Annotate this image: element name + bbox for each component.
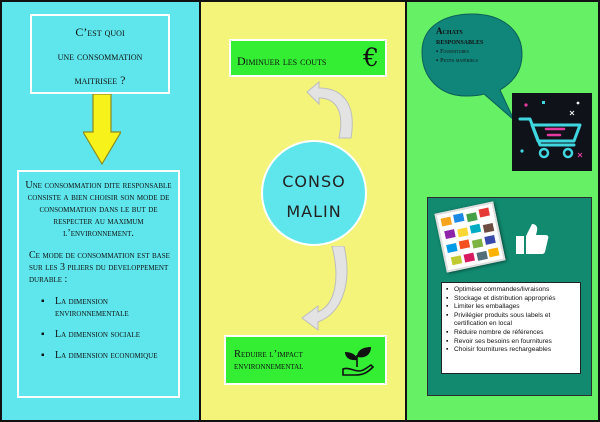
curved-arrow-icon [298,246,360,338]
purchasing-actions-box [441,282,581,374]
conso-malin-circle [261,140,367,246]
list-item: ▪ Optimiser commandes/livraisons [446,286,576,295]
list-item: ▪ Limiter les emballages [446,303,576,312]
list-item: ▪ La dimension environnementale [41,296,129,319]
thumbs-up-icon [514,222,550,256]
question-box [30,14,170,94]
environment-box [224,335,387,385]
euro-icon: € [363,43,379,72]
definition-text: Une consommation dite responsable consiste a bien choisir son mode de consommation dans le but de respecter au maximum l’environnement. [25,180,172,239]
pillars-intro: Ce mode de consommation est base sur les 3 piliers du developpement durable : [29,250,170,285]
curved-arrow-icon [305,78,365,140]
bubble-list [436,48,483,66]
list-item: ▪ Stockage et distribution appropriés [446,295,576,304]
question-line-2: une consommation [57,49,143,63]
bubble-content [436,26,483,66]
environment-label: Reduire l’impact environnemental [234,349,304,372]
list-item: ▪ Fournitures [436,48,483,57]
center-title-line-2: MALIN [286,202,342,221]
down-arrow-icon [83,94,121,166]
list-item: ▪ Choisir fournitures rechargeables [446,346,576,355]
center-title-line-1: CONSO [282,172,346,191]
question-line-1: C’est quoi [75,25,125,39]
list-item: ▪ Privilégier produits sous labels et certification en local [446,312,576,329]
question-line-3: maitrisee ? [74,73,126,87]
list-item: ▪ La dimension economique [41,350,158,361]
list-item: ▪ La dimension sociale [41,329,140,340]
reduce-costs-label: Diminuer les couts [237,54,327,68]
shopping-cart-icon [512,93,592,171]
shopping-cart-tile [512,93,592,171]
collage-image [434,201,505,272]
plant-hand-icon [341,345,375,377]
list-item: ▪ Revoir ses besoins en fournitures [446,338,576,347]
bubble-title: Achats responsables [436,26,484,46]
reduce-costs-box [229,39,387,77]
purchasing-actions-list [446,286,576,355]
list-item: ▪ Réduire nombre de références [446,329,576,338]
pillars-list [25,296,172,362]
definition-box [17,170,180,398]
list-item: ▪ Petits matériels [436,57,483,66]
